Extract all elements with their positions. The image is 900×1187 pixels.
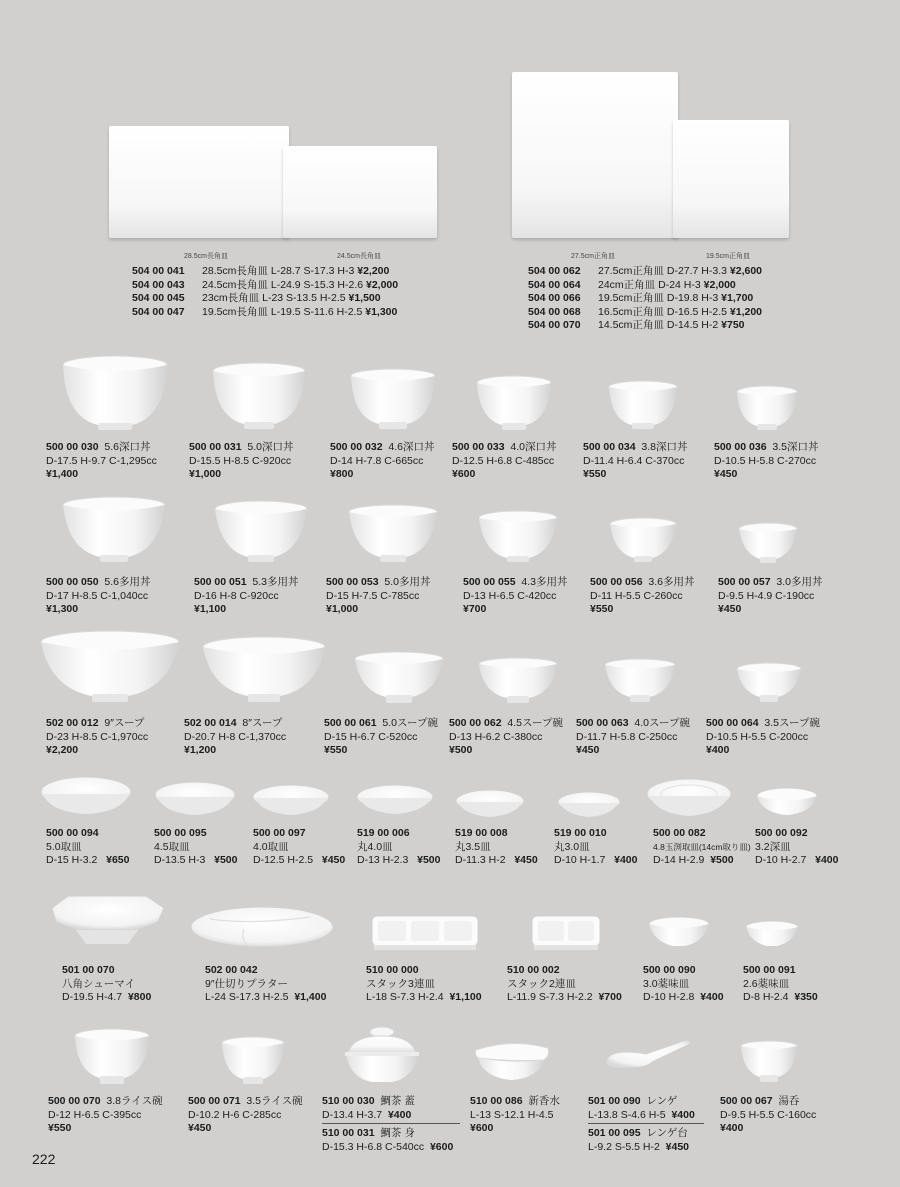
product-500-00-091: 500 00 091 2.6薬味皿 D-8 H-2.4 ¥350 xyxy=(743,964,818,1003)
product-row: 504 00 066 19.5cm正角皿 D-19.8 H-3 ¥1,700 xyxy=(528,292,754,304)
soup-bowl-8-image xyxy=(202,636,326,704)
product-500-00-030: 500 00 030 5.6深口丼 D-17.5 H-9.7 C-1,295cc ¥1,400 xyxy=(46,441,157,480)
renge-spoon-image xyxy=(602,1034,692,1074)
product-500-00-094: 500 00 094 5.0取皿 D-15 H-3.2 ¥650 xyxy=(46,827,130,866)
plate-4-5-image xyxy=(154,781,236,819)
product-row: 504 00 043 24.5cm長角皿 L-24.9 S-15.3 H-2.6 ¥2,000 xyxy=(132,278,399,291)
product-500-00-070: 500 00 070 3.8ライス碗 D-12 H-6.5 C-395cc ¥550 xyxy=(48,1095,163,1134)
deep-bowl-4-0-image xyxy=(476,375,552,431)
caption-27-5: 27.5cm正角皿 xyxy=(571,253,615,260)
round-plate-3-0-image xyxy=(557,790,621,820)
condiment-dish-3-0-image xyxy=(648,916,710,950)
product-500-00-036: 500 00 036 3.5深口丼 D-10.5 H-5.8 C-270cc ¥450 xyxy=(714,441,819,480)
product-502-00-014: 502 00 014 8″スープ D-20.7 H-8 C-1,370cc ¥1,200 xyxy=(184,717,287,756)
deep-bowl-3-8-image xyxy=(608,380,678,430)
product-row: 504 00 068 16.5cm正角皿 D-16.5 H-2.5 ¥1,200 xyxy=(528,305,763,318)
product-500-00-064: 500 00 064 3.5スープ碗 D-10.5 H-5.5 C-200cc ¥400 xyxy=(706,717,820,756)
product-510-00-086: 510 00 086 新香水 L-13 S-12.1 H-4.5 ¥600 xyxy=(470,1095,560,1134)
product-500-00-082: 500 00 082 4.8玉渕取皿(14cm取り皿) D-14 H-2.9 ¥500 xyxy=(653,827,751,866)
soup-bowl-3-5-image xyxy=(736,662,802,704)
product-501-00-090: 501 00 090 レンゲ L-13.8 S-4.6 H-5 ¥400 xyxy=(588,1095,695,1121)
multi-bowl-3-6-image xyxy=(609,517,677,563)
product-502-00-012: 502 00 012 9″スープ D-23 H-8.5 C-1,970cc ¥2,200 xyxy=(46,717,149,756)
product-510-00-031: 510 00 031 鯛茶 身 D-15.3 H-6.8 C-540cc ¥600 xyxy=(322,1127,454,1153)
product-510-00-002: 510 00 002 スタック2連皿 L-11.9 S-7.3 H-2.2 ¥700 xyxy=(507,964,622,1003)
product-row: 504 00 045 23cm長角皿 L-23 S-13.5 H-2.5 ¥1,500 xyxy=(132,292,381,304)
product-500-00-071: 500 00 071 3.5ライス碗 D-10.2 H-6 C-285cc ¥450 xyxy=(188,1095,303,1134)
product-500-00-053: 500 00 053 5.0多用丼 D-15 H-7.5 C-785cc ¥1,000 xyxy=(326,576,431,615)
product-500-00-097: 500 00 097 4.0取皿 D-12.5 H-2.5 ¥450 xyxy=(253,827,346,866)
product-500-00-062: 500 00 062 4.5スープ碗 D-13 H-6.2 C-380cc ¥500 xyxy=(449,717,563,756)
product-500-00-031: 500 00 031 5.0深口丼 D-15.5 H-8.5 C-920cc ¥1,000 xyxy=(189,441,294,480)
deep-bowl-5-6-image xyxy=(62,355,168,431)
product-500-00-056: 500 00 056 3.6多用丼 D-11 H-5.5 C-260cc ¥550 xyxy=(590,576,695,615)
product-500-00-090: 500 00 090 3.0薬味皿 D-10 H-2.8 ¥400 xyxy=(643,964,724,1003)
product-501-00-070: 501 00 070 八角シューマイ D-19.5 H-4.7 ¥800 xyxy=(62,964,152,1003)
product-510-00-030: 510 00 030 鯛茶 蓋 D-13.4 H-3.7 ¥400 xyxy=(322,1095,415,1121)
round-plate-3-5-image xyxy=(455,788,525,820)
product-row: 504 00 062 27.5cm正角皿 D-27.7 H-3.3 ¥2,600 xyxy=(528,265,763,277)
rice-bowl-3-8-image xyxy=(74,1028,150,1086)
multi-bowl-4-3-image xyxy=(478,510,558,564)
multi-bowl-3-0-image xyxy=(738,522,798,564)
product-row: 504 00 041 28.5cm長角皿 L-28.7 S-17.3 H-3 ¥2,200 xyxy=(132,265,390,277)
product-500-00-050: 500 00 050 5.6多用丼 D-17 H-8.5 C-1,040cc ¥1,300 xyxy=(46,576,151,615)
product-row: 504 00 047 19.5cm長角皿 L-19.5 S-11.6 H-2.5 ¥1,300 xyxy=(132,305,398,318)
soup-bowl-9-image xyxy=(40,630,180,704)
product-500-00-092: 500 00 092 3.2深皿 D-10 H-2.7 ¥400 xyxy=(755,827,839,866)
yunomi-cup-image xyxy=(740,1040,798,1084)
rect-plate-24-5-image xyxy=(283,146,437,238)
product-500-00-051: 500 00 051 5.3多用丼 D-16 H-8 C-920cc ¥1,100 xyxy=(194,576,299,615)
product-502-00-042: 502 00 042 9″仕切りプラター L-24 S-17.3 H-2.5 ¥1,400 xyxy=(205,964,327,1003)
round-plate-4-0-image xyxy=(356,783,434,817)
soup-bowl-5-0-image xyxy=(354,651,444,705)
divided-platter-image xyxy=(190,905,334,951)
plate-5-0-image xyxy=(40,776,132,818)
product-500-00-034: 500 00 034 3.8深口丼 D-11.4 H-6.4 C-370cc ¥550 xyxy=(583,441,688,480)
product-510-00-000: 510 00 000 スタック3連皿 L-18 S-7.3 H-2.4 ¥1,100 xyxy=(366,964,482,1003)
stack-2-dish-image xyxy=(530,914,602,952)
deep-bowl-3-5-image xyxy=(736,385,798,431)
product-500-00-061: 500 00 061 5.0スープ碗 D-15 H-6.7 C-520cc ¥550 xyxy=(324,717,438,756)
product-500-00-055: 500 00 055 4.3多用丼 D-13 H-6.5 C-420cc ¥700 xyxy=(463,576,568,615)
product-500-00-032: 500 00 032 4.6深口丼 D-14 H-7.8 C-665cc ¥800 xyxy=(330,441,435,480)
top-right-product-list xyxy=(528,265,762,333)
rect-plate-28-5-image xyxy=(109,126,289,238)
soup-bowl-4-5-image xyxy=(478,657,558,705)
product-row: 504 00 064 24cm正角皿 D-24 H-3 ¥2,000 xyxy=(528,278,736,291)
rice-bowl-3-5-image xyxy=(221,1036,285,1086)
square-plate-19-5-image xyxy=(673,120,789,238)
product-519-00-006: 519 00 006 丸4.0皿 D-13 H-2.3 ¥500 xyxy=(357,827,441,866)
deep-plate-3-2-image xyxy=(756,787,818,819)
divider-line xyxy=(322,1123,460,1124)
stack-3-dish-image xyxy=(370,914,480,952)
caption-19-5: 19.5cm正角皿 xyxy=(706,253,750,260)
product-500-00-063: 500 00 063 4.0スープ碗 D-11.7 H-5.8 C-250cc ¥450 xyxy=(576,717,690,756)
caption-24-5: 24.5cm長角皿 xyxy=(337,253,381,260)
pickle-dish-image xyxy=(472,1038,552,1084)
deep-bowl-4-6-image xyxy=(350,368,436,430)
soup-bowl-4-0-image xyxy=(604,658,676,704)
divider-line xyxy=(588,1123,704,1124)
product-519-00-008: 519 00 008 丸3.5皿 D-11.3 H-2 ¥450 xyxy=(455,827,538,866)
caption-28-5: 28.5cm長角皿 xyxy=(184,253,228,260)
octagonal-shumai-plate-image xyxy=(46,892,168,950)
plate-4-0-image xyxy=(252,783,330,819)
multi-bowl-5-6-image xyxy=(62,496,166,564)
product-500-00-067: 500 00 067 湯呑 D-9.5 H-5.5 C-160cc ¥400 xyxy=(720,1095,817,1134)
multi-bowl-5-0-image xyxy=(348,504,438,564)
condiment-dish-2-6-image xyxy=(745,920,799,950)
square-plate-27-5-image xyxy=(512,72,678,238)
product-500-00-033: 500 00 033 4.0深口丼 D-12.5 H-6.8 C-485cc ¥600 xyxy=(452,441,557,480)
product-519-00-010: 519 00 010 丸3.0皿 D-10 H-1.7 ¥400 xyxy=(554,827,638,866)
lidded-bowl-image xyxy=(342,1024,422,1088)
multi-bowl-5-3-image xyxy=(214,500,308,564)
page-number: 222 xyxy=(32,1151,56,1167)
product-row: 504 00 070 14.5cm正角皿 D-14.5 H-2 ¥750 xyxy=(528,319,745,331)
top-left-product-list xyxy=(132,265,398,319)
rim-plate-4-8-image xyxy=(646,777,732,819)
product-500-00-057: 500 00 057 3.0多用丼 D-9.5 H-4.9 C-190cc ¥450 xyxy=(718,576,823,615)
deep-bowl-5-0-image xyxy=(212,362,306,430)
product-501-00-095: 501 00 095 レンゲ台 L-9.2 S-5.5 H-2 ¥450 xyxy=(588,1127,689,1153)
product-500-00-095: 500 00 095 4.5取皿 D-13.5 H-3 ¥500 xyxy=(154,827,238,866)
